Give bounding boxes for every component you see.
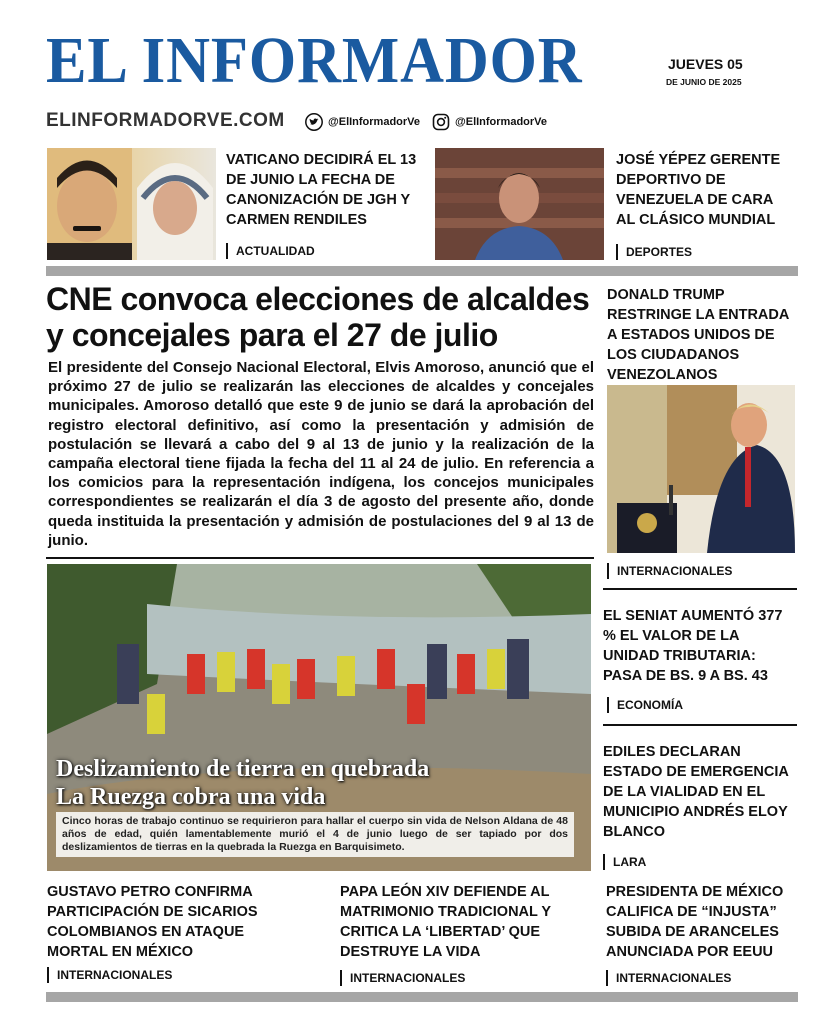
instagram-handle: @ElInformadorVe <box>455 116 548 128</box>
issue-day: JUEVES 05 <box>668 56 743 72</box>
top-story-2-section <box>616 244 692 260</box>
section-marker <box>340 970 342 986</box>
top-story-1-headline[interactable]: VATICANO DECIDIRÁ EL 13 DE JUNIO LA FECHA DE CANONIZACIÓN DE JGH Y CARMEN RENDILES <box>226 152 417 228</box>
twitter-handle-link[interactable] <box>305 113 420 131</box>
footer-divider <box>46 992 798 1002</box>
yepez-image[interactable] <box>435 148 604 260</box>
main-story-rule <box>46 557 594 559</box>
masthead-title: EL INFORMADOR <box>46 24 583 97</box>
section-divider <box>46 266 798 276</box>
section-label: INTERNACIONALES <box>350 971 466 985</box>
section-label: INTERNACIONALES <box>616 971 732 985</box>
twitter-handle: @ElInformadorVe <box>328 116 421 128</box>
bottom-story-2-headline[interactable]: PAPA LEÓN XIV DEFIENDE AL MATRIMONIO TRADICIONAL Y CRITICA LA ‘LIBERTAD’ QUE DESTRUYE LA VIDA <box>340 884 551 960</box>
photo-story-headline[interactable] <box>56 755 566 811</box>
instagram-icon <box>432 113 450 131</box>
sidebar-story-2-section <box>607 697 683 713</box>
bottom-story-2-section <box>340 970 465 986</box>
section-marker <box>47 967 49 983</box>
trump-photo[interactable] <box>607 385 795 553</box>
bottom-story-1-headline[interactable]: GUSTAVO PETRO CONFIRMA PARTICIPACIÓN DE SICARIOS COLOMBIANOS EN ATAQUE MORTAL EN MÉXICO <box>47 884 258 960</box>
section-label: LARA <box>613 855 647 869</box>
photo-headline-line2: La Ruezga cobra una vida <box>56 784 326 810</box>
section-marker <box>603 854 605 870</box>
main-story-body: El presidente del Consejo Nacional Electoral, Elvis Amoroso, anunció que el próximo 27 de julio se realizarán las elecciones de alcaldes y concejales municipales. Amoroso detalló que este 9 de junio se dará la aprobación del registro electoral definitivo, así como la presentación y admisión de postulación se llevará a cabo del 9 al 13 de junio y la realización de la campaña electoral tiene fijada la fecha del 11 al 24 de julio. En referencia a los comicios para la representación indígena, los concejos municipales correspondientes se realizarán el día 3 de agosto del presente año, donde queda instituida la presentación y admisión de postulaciones del 9 al 13 de junio. <box>48 359 594 549</box>
main-story-headline[interactable]: CNE convoca elecciones de alcaldes y concejales para el 27 de julio <box>46 281 590 353</box>
issue-date: DE JUNIO DE 2025 <box>666 77 742 87</box>
section-label: ACTUALIDAD <box>236 244 315 258</box>
bottom-story-1-section <box>47 967 172 983</box>
section-marker <box>226 243 228 259</box>
twitter-icon <box>305 113 323 131</box>
section-marker <box>616 244 618 260</box>
bottom-story-3-section <box>606 970 731 986</box>
section-label: ECONOMÍA <box>617 698 683 712</box>
section-marker <box>606 970 608 986</box>
top-story-1-section <box>226 243 315 259</box>
sidebar-rule <box>603 588 797 590</box>
sidebar-rule <box>603 724 797 726</box>
sidebar-story-1-headline[interactable]: DONALD TRUMP RESTRINGE LA ENTRADA A ESTADOS UNIDOS DE LOS CIUDADANOS VENEZOLANOS <box>607 287 789 383</box>
instagram-handle-link[interactable] <box>432 113 547 131</box>
section-label: INTERNACIONALES <box>617 564 733 578</box>
website-link[interactable]: ELINFORMADORVE.COM <box>46 110 285 131</box>
section-marker <box>607 563 609 579</box>
photo-headline-line1: Deslizamiento de tierra en quebrada <box>56 756 430 782</box>
section-label: INTERNACIONALES <box>57 968 173 982</box>
sidebar-story-3-headline[interactable]: EDILES DECLARAN ESTADO DE EMERGENCIA DE LA VIALIDAD EN EL MUNICIPIO ANDRÉS ELOY BLANCO <box>603 744 789 840</box>
sidebar-story-1-section <box>607 563 732 579</box>
photo-story-summary: Cinco horas de trabajo continuo se requirieron para hallar el cuerpo sin vida de Nelson Aldana de 48 años de edad, quién lamentablemente murió el 4 de junio luego de ser tapiado por dos deslizamientos de tierras en la quebrada la Ruezga en Barquisimeto. <box>56 812 574 857</box>
top-story-2-headline[interactable]: JOSÉ YÉPEZ GERENTE DEPORTIVO DE VENEZUELA DE CARA AL CLÁSICO MUNDIAL <box>616 152 781 228</box>
bottom-story-3-headline[interactable]: PRESIDENTA DE MÉXICO CALIFICA DE “INJUSTA” SUBIDA DE ARANCELES ANUNCIADA POR EEUU <box>606 884 784 960</box>
section-marker <box>607 697 609 713</box>
sidebar-story-3-section <box>603 854 646 870</box>
sidebar-story-2-headline[interactable]: EL SENIAT AUMENTÓ 377 % EL VALOR DE LA UNIDAD TRIBUTARIA: PASA DE BS. 9 A BS. 43 <box>603 608 783 684</box>
section-label: DEPORTES <box>626 245 693 259</box>
canonization-image[interactable] <box>47 148 216 260</box>
